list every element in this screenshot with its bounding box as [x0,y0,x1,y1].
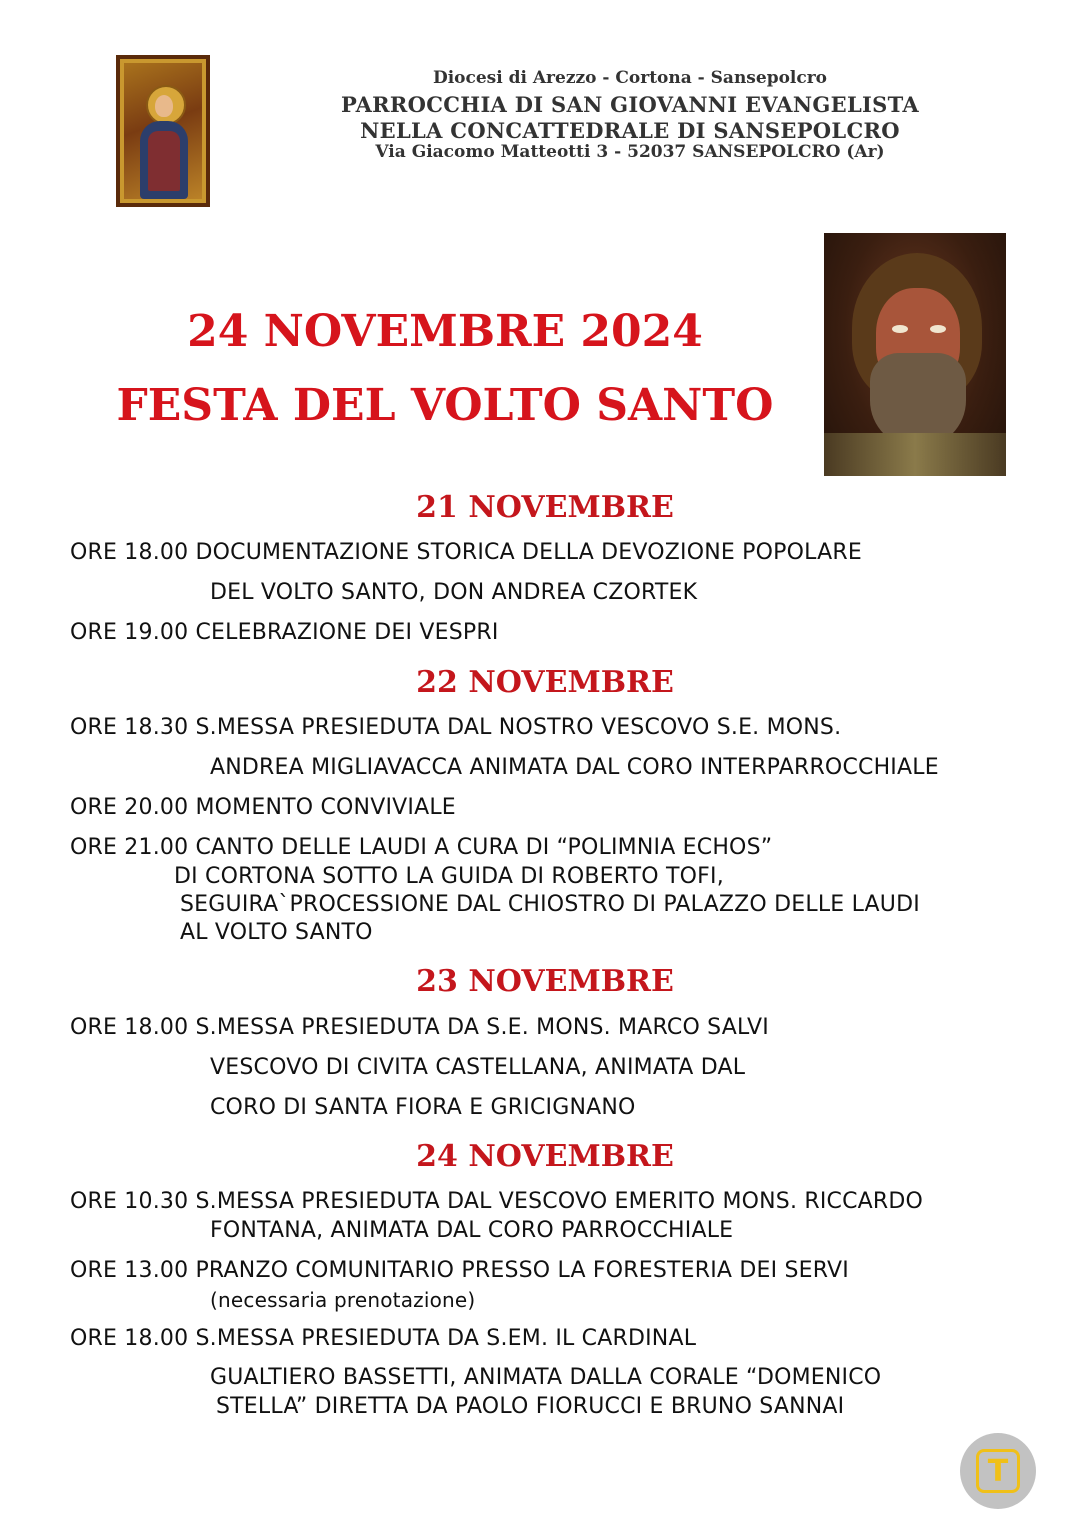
schedule-line: ANDREA MIGLIAVACCA ANIMATA DAL CORO INTERPARROCCHIALE [210,755,939,780]
schedule-line: ORE 18.30 S.MESSA PRESIEDUTA DAL NOSTRO VESCOVO S.E. MONS. [70,715,842,740]
day-heading: 23 NOVEMBRE [416,964,674,999]
schedule-line: DI CORTONA SOTTO LA GUIDA DI ROBERTO TOFI, [174,864,724,889]
schedule-note: (necessaria prenotazione) [210,1288,476,1312]
schedule-line: ORE 13.00 PRANZO COMUNITARIO PRESSO LA FORESTERIA DEI SERVI [70,1258,849,1283]
schedule-line: ORE 18.00 S.MESSA PRESIEDUTA DA S.EM. IL CARDINAL [70,1326,697,1351]
event-title: FESTA DEL VOLTO SANTO [116,380,774,431]
schedule-line: CORO DI SANTA FIORA E GRICIGNANO [210,1095,636,1120]
diocese-name: Diocesi di Arezzo - Cortona - Sansepolcro [432,68,828,88]
schedule-line: ORE 10.30 S.MESSA PRESIEDUTA DAL VESCOVO EMERITO MONS. RICCARDO [70,1189,924,1214]
text-recognition-icon: T [976,1449,1020,1493]
day-heading: 22 NOVEMBRE [416,665,674,700]
saint-icon-painting [116,55,210,207]
text-recognition-button[interactable] [960,1433,1036,1509]
schedule-line: ORE 20.00 MOMENTO CONVIVIALE [70,795,456,820]
day-heading: 24 NOVEMBRE [416,1139,674,1174]
volto-santo-photo [824,233,1006,476]
schedule-line: ORE 19.00 CELEBRAZIONE DEI VESPRI [70,620,499,645]
schedule-line: DEL VOLTO SANTO, DON ANDREA CZORTEK [210,580,698,605]
schedule-line: SEGUIRA`PROCESSIONE DAL CHIOSTRO DI PALAZZO DELLE LAUDI [180,892,920,917]
schedule-line: GUALTIERO BASSETTI, ANIMATA DALLA CORALE “DOMENICO [210,1365,882,1390]
cathedral-name: NELLA CONCATTEDRALE DI SANSEPOLCRO [360,118,900,143]
day-heading: 21 NOVEMBRE [416,490,674,525]
schedule-line: ORE 21.00 CANTO DELLE LAUDI A CURA DI “POLIMNIA ECHOS” [70,835,773,860]
parish-address: Via Giacomo Matteotti 3 - 52037 SANSEPOLCRO (Ar) [375,142,885,162]
schedule-line: VESCOVO DI CIVITA CASTELLANA, ANIMATA DAL [210,1055,746,1080]
parish-name: PARROCCHIA DI SAN GIOVANNI EVANGELISTA [341,92,919,117]
schedule-line: ORE 18.00 S.MESSA PRESIEDUTA DA S.E. MONS. MARCO SALVI [70,1015,769,1040]
schedule-line: STELLA” DIRETTA DA PAOLO FIORUCCI E BRUNO SANNAI [216,1394,845,1419]
schedule-line: AL VOLTO SANTO [180,920,373,945]
schedule-line: ORE 18.00 DOCUMENTAZIONE STORICA DELLA DEVOZIONE POPOLARE [70,540,862,565]
schedule-line: FONTANA, ANIMATA DAL CORO PARROCCHIALE [210,1218,734,1243]
event-date-title: 24 NOVEMBRE 2024 [187,306,703,357]
